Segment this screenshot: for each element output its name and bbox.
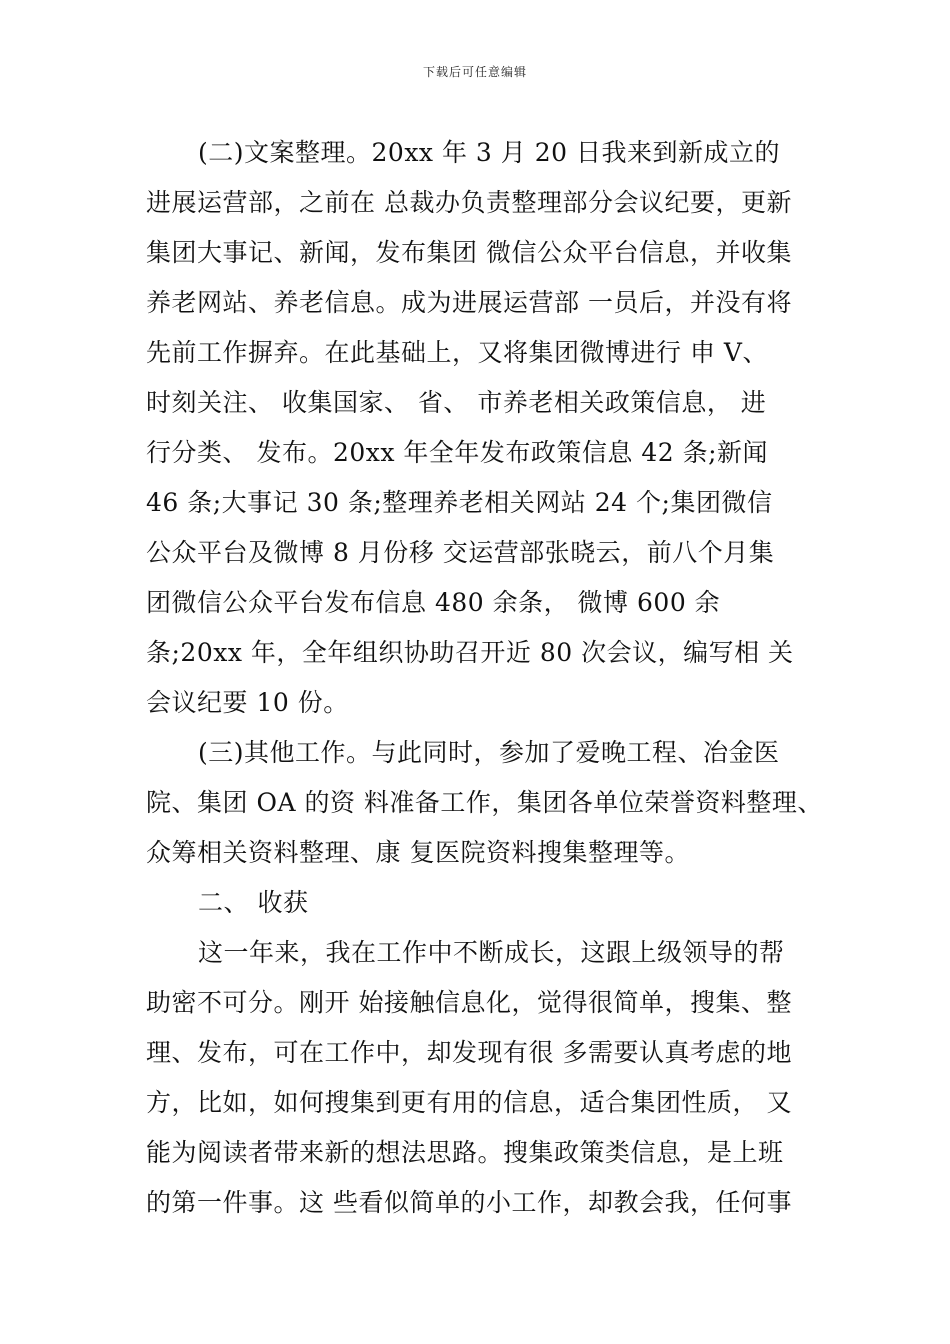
paragraph-line: 行分类、 发布。20xx 年全年发布政策信息 42 条;新闻	[146, 438, 769, 467]
paragraph-line: 这一年来，我在工作中不断成长，这跟上级领导的帮	[198, 938, 785, 967]
paragraph-line: 进展运营部，之前在 总裁办负责整理部分会议纪要，更新	[146, 188, 792, 217]
paragraph-line: 方，比如，如何搜集到更有用的信息，适合集团性质， 又	[146, 1088, 792, 1117]
paragraph-line: 公众平台及微博 8 月份移 交运营部张晓云，前八个月集	[146, 538, 775, 567]
paragraph-line: 会议纪要 10 份。	[146, 688, 349, 717]
paragraph-line: 46 条;大事记 30 条;整理养老相关网站 24 个;集团微信	[146, 488, 773, 517]
paragraph-line: 先前工作摒弃。在此基础上，又将集团微博进行 申 V、	[146, 338, 768, 367]
document-body	[146, 128, 823, 1228]
paragraph-line: 助密不可分。刚开 始接触信息化，觉得很简单，搜集、整	[146, 988, 792, 1017]
paragraph-line: 时刻关注、 收集国家、 省、 市养老相关政策信息， 进	[146, 388, 767, 417]
paragraph-line: 能为阅读者带来新的想法思路。搜集政策类信息，是上班	[146, 1138, 784, 1167]
paragraph-line: 条;20xx 年，全年组织协助召开近 80 次会议，编写相 关	[146, 638, 794, 667]
paragraph-line: (三)其他工作。与此同时，参加了爱晚工程、冶金医	[198, 738, 780, 767]
paragraph-line: 众筹相关资料整理、康 复医院资料搜集整理等。	[146, 838, 690, 867]
paragraph-line: (二)文案整理。20xx 年 3 月 20 日我来到新成立的	[198, 138, 780, 167]
paragraph-line: 理、发布，可在工作中，却发现有很 多需要认真考虑的地	[146, 1038, 792, 1067]
paragraph-line: 团微信公众平台发布信息 480 余条， 微博 600 余	[146, 588, 721, 617]
paragraph-line: 的第一件事。这 些看似简单的小工作，却教会我，任何事	[146, 1188, 792, 1217]
page-header: 下载后可任意编辑	[422, 65, 527, 79]
paragraph-line: 集团大事记、新闻，发布集团 微信公众平台信息，并收集	[146, 238, 792, 267]
paragraph-line: 院、集团 OA 的资 料准备工作，集团各单位荣誉资料整理、	[146, 788, 823, 817]
section-heading: 二、 收获	[198, 888, 309, 917]
paragraph-line: 养老网站、养老信息。成为进展运营部 一员后，并没有将	[146, 288, 792, 317]
